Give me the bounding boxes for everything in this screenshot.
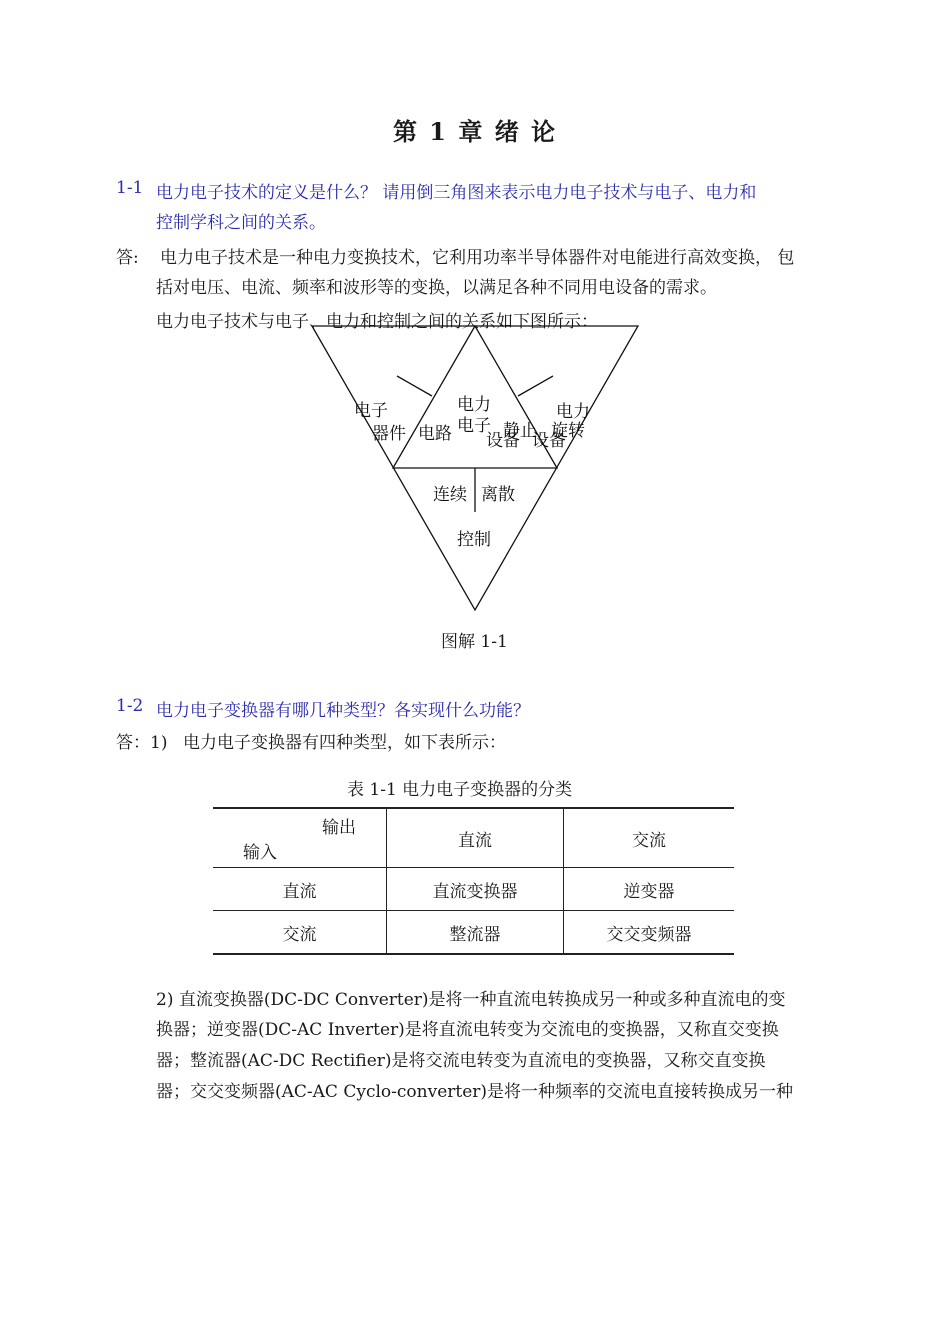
table-cell: 直流变换器 [387, 868, 564, 911]
question-text-line: 电力电子变换器有哪几种类型？各实现什么功能？ [156, 701, 530, 721]
answer-text-line: 电力电子技术与电子、电力和控制之间的关系如下图所示： [156, 312, 598, 332]
diagram-label-device: 器件 [372, 424, 406, 444]
table-caption: 表 1-1 电力电子变换器的分类 [347, 780, 573, 800]
table-header-row [213, 808, 734, 868]
diagram-label-power-electronics-2: 电子 [457, 416, 491, 436]
diagram-label-static: 静止 [503, 421, 537, 441]
row-label: 直流 [213, 868, 387, 911]
diagram-label-rotating-device: 设备 [532, 431, 566, 451]
diagram-caption: 图解 1-1 [441, 632, 508, 652]
chapter-title: 第 1 章 绪 论 [392, 117, 558, 146]
diagram-label-rotating: 旋转 [551, 421, 585, 441]
table-cell: 交交变频器 [564, 911, 735, 955]
header-dc: 直流 [387, 808, 564, 868]
question-text-line: 控制学科之间的关系。 [156, 213, 326, 233]
answer-prefix: 答：1) [116, 733, 168, 753]
answer-text-line: 括对电压、电流、频率和波形等的变换，以满足各种不同用电设备的需求。 [156, 278, 717, 298]
body-text-line: 2) 直流变换器(DC-DC Converter)是将一种直流电转换成另一种或多种直流电的变 [156, 990, 786, 1010]
converter-classification-table [213, 807, 734, 955]
question-text-line: 电力电子技术的定义是什么？ 请用倒三角图来表示电力电子技术与电子、电力和 [156, 183, 757, 203]
answer-text-line: 电力电子技术是一种电力变换技术，它利用功率半导体器件对电能进行高效变换， 包 [160, 248, 795, 268]
diagram-label-discrete: 离散 [481, 485, 515, 505]
diagram-label-continuous: 连续 [433, 485, 467, 505]
table-row [213, 868, 734, 911]
header-output-label: 输出 [322, 818, 356, 838]
answer-prefix: 答: [116, 248, 139, 268]
inverted-triangle-diagram [300, 318, 650, 618]
table-corner-header [213, 808, 387, 868]
table-row [213, 911, 734, 955]
question-number: 1-1 [116, 178, 144, 198]
body-text-line: 换器；逆变器(DC-AC Inverter)是将直流电转变为交流电的变换器，又称直交变换 [156, 1020, 779, 1040]
diagram-label-electronics: 电子 [354, 401, 388, 421]
answer-text-line: 电力电子变换器有四种类型，如下表所示： [183, 733, 506, 753]
electronics-pointer-line [397, 376, 432, 396]
header-input-label: 输入 [243, 843, 277, 863]
diagram-label-static-device: 设备 [486, 431, 520, 451]
body-text-line: 器；整流器(AC-DC Rectifier)是将交流电转变为直流电的变换器，又称交直变换 [156, 1051, 766, 1071]
header-ac: 交流 [564, 808, 735, 868]
table-cell: 逆变器 [564, 868, 735, 911]
diagram-label-control: 控制 [457, 530, 491, 550]
diagram-label-circuit: 电路 [418, 424, 452, 444]
power-pointer-line [518, 376, 553, 396]
row-label: 交流 [213, 911, 387, 955]
diagram-label-power-electronics-1: 电力 [457, 395, 491, 415]
body-text-line: 器；交交变频器(AC-AC Cyclo-converter)是将一种频率的交流电直接转换成另一种 [156, 1082, 794, 1102]
table-cell: 整流器 [387, 911, 564, 955]
diagram-label-power: 电力 [556, 402, 590, 422]
question-number: 1-2 [116, 696, 144, 716]
